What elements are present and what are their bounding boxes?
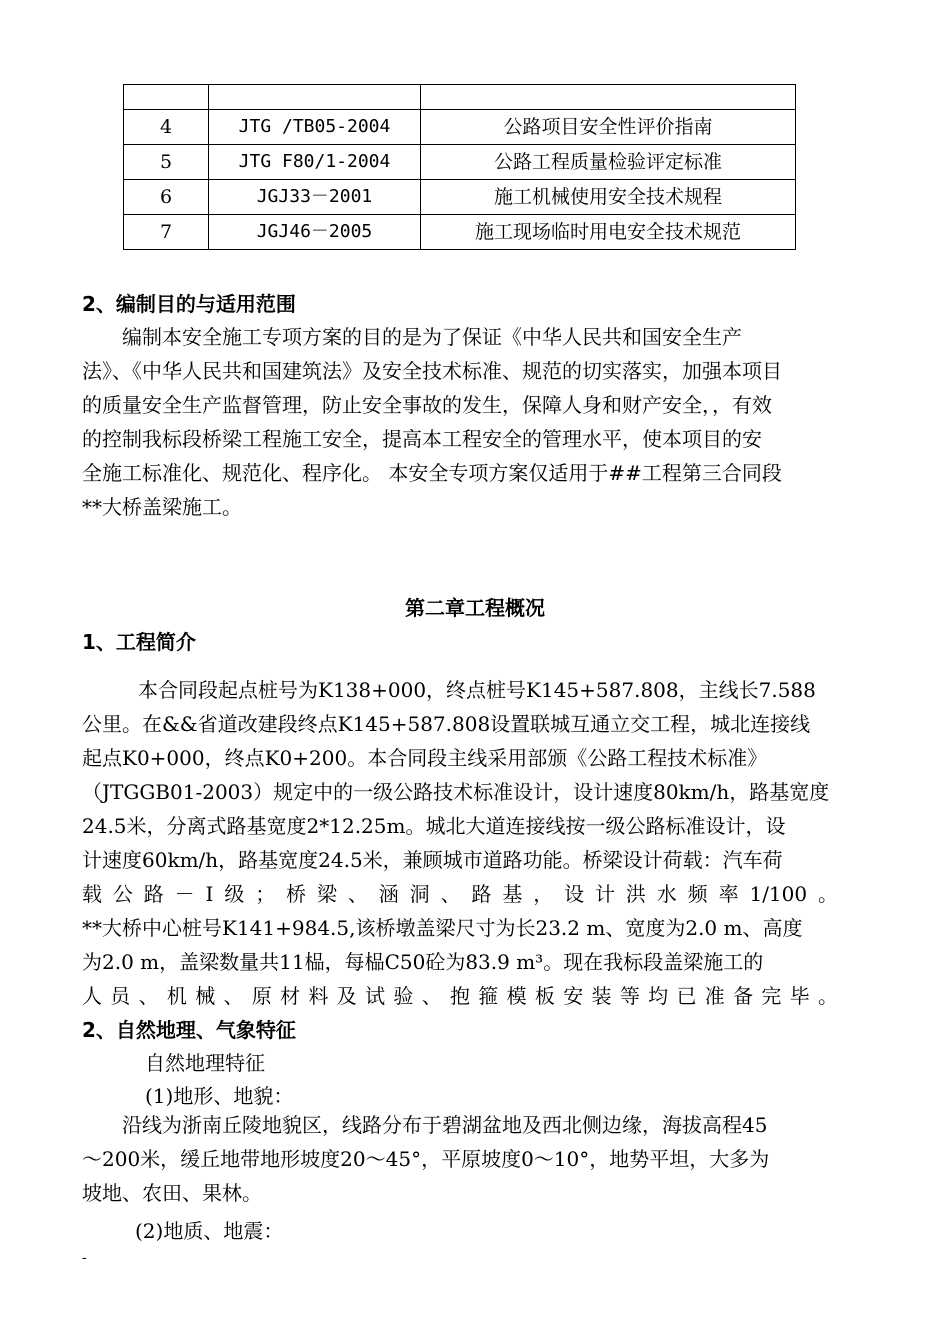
table-cell-no xyxy=(124,85,209,110)
standards-table xyxy=(123,84,796,250)
subheading-terrain: (1)地形、地貌： xyxy=(145,1084,294,1108)
purpose-paragraph xyxy=(82,320,838,524)
table-cell-name: 公路工程质量检验评定标准 xyxy=(421,145,796,180)
table-cell-no: 6 xyxy=(124,180,209,215)
paragraph-line: 编制本安全施工专项方案的目的是为了保证《中华人民共和国安全生产 xyxy=(122,325,742,349)
table-cell-code: JTG F80/1-2004 xyxy=(209,145,421,180)
paragraph-line: 本合同段起点桩号为K138+000，终点桩号K145+587.808，主线长7.588 xyxy=(138,678,816,702)
paragraph-line: ～200米，缓丘地带地形坡度20～45°，平原坡度0～10°，地势平坦，大多为 xyxy=(82,1147,770,1171)
paragraph-line: **大桥盖梁施工。 xyxy=(82,495,242,519)
paragraph-line: 公里。在&&省道改建段终点K145+587.808设置联城互通立交工程，城北连接线 xyxy=(82,712,811,736)
paragraph-line: 全施工标准化、规范化、程序化。 本安全专项方案仅适用于##工程第三合同段 xyxy=(82,461,782,485)
paragraph-line: 载公路－Ⅰ级；桥梁、涵洞、路基，设计洪水频率1/100。 xyxy=(82,882,838,906)
table-row xyxy=(124,215,796,250)
section-heading-overview: 1、工程简介 xyxy=(82,630,196,654)
paragraph-line: 人员、机械、原材料及试验、抱箍模板安装等均已准备完毕。 xyxy=(82,984,838,1008)
subheading-geo: 自然地理特征 xyxy=(145,1051,265,1075)
paragraph-line: （JTGGB01-2003）规定中的一级公路技术标准设计，设计速度80km/h，路基宽度 xyxy=(82,780,830,804)
paragraph-line: 沿线为浙南丘陵地貌区，线路分布于碧湖盆地及西北侧边缘，海拔高程45 xyxy=(122,1113,768,1137)
chapter-title: 第二章工程概况 xyxy=(405,596,545,620)
paragraph-line: 法》、《中华人民共和国建筑法》及安全技术标准、规范的切实落实，加强本项目 xyxy=(82,359,782,383)
paragraph-line: 起点K0+000，终点K0+200。本合同段主线采用部颁《公路工程技术标准》 xyxy=(82,746,768,770)
section-heading-purpose: 2、编制目的与适用范围 xyxy=(82,292,296,316)
paragraph-line: 的控制我标段桥梁工程施工安全，提高本工程安全的管理水平，使本项目的安 xyxy=(82,427,762,451)
table-cell-no: 5 xyxy=(124,145,209,180)
table-row xyxy=(124,110,796,145)
subheading-geology: (2)地质、地震： xyxy=(135,1219,284,1243)
paragraph-line: 坡地、农田、果林。 xyxy=(82,1181,262,1205)
paragraph-line: 为2.0 m，盖梁数量共11榀，每榀C50砼为83.9 m³。现在我标段盖梁施工的 xyxy=(82,950,764,974)
paragraph-line: 的质量安全生产监督管理，防止安全事故的发生，保障人身和财产安全，，有效 xyxy=(82,393,772,417)
table-cell-name: 公路项目安全性评价指南 xyxy=(421,110,796,145)
table-cell-name: 施工现场临时用电安全技术规范 xyxy=(421,215,796,250)
table-cell-name: 施工机械使用安全技术规程 xyxy=(421,180,796,215)
paragraph-line: 24.5米，分离式路基宽度2*12.25m。城北大道连接线按一级公路标准设计，设 xyxy=(82,814,786,838)
section-heading-geography: 2、自然地理、气象特征 xyxy=(82,1018,296,1042)
table-cell-name xyxy=(421,85,796,110)
table-cell-no: 4 xyxy=(124,110,209,145)
overview-paragraph xyxy=(82,673,838,1013)
paragraph-line: **大桥中心桩号K141+984.5,该桥墩盖梁尺寸为长23.2 m、宽度为2.0 m、高度 xyxy=(82,916,803,940)
terrain-paragraph xyxy=(82,1108,838,1210)
table-row xyxy=(124,145,796,180)
table-cell-code: JTG /TB05-2004 xyxy=(209,110,421,145)
table-row xyxy=(124,180,796,215)
table-cell-no: 7 xyxy=(124,215,209,250)
table-cell-code: JGJ46－2005 xyxy=(209,215,421,250)
paragraph-line: 计速度60km/h，路基宽度24.5米，兼顾城市道路功能。桥梁设计荷载：汽车荷 xyxy=(82,848,783,872)
footer-mark: - xyxy=(82,1250,87,1266)
table-cell-code: JGJ33－2001 xyxy=(209,180,421,215)
table-cell-code xyxy=(209,85,421,110)
table-row xyxy=(124,85,796,110)
